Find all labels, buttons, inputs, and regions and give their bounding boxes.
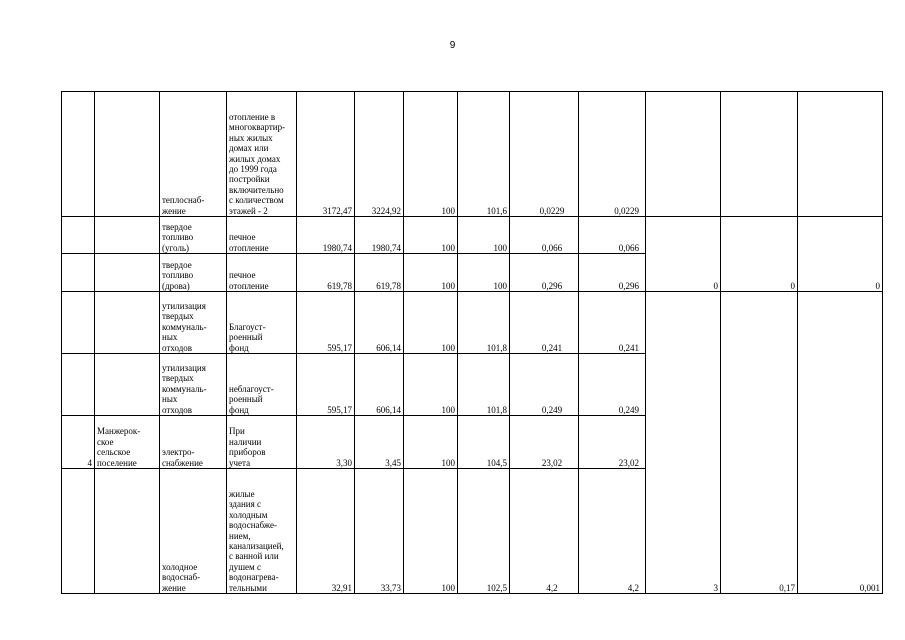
summary-2-b: 0,17 xyxy=(721,292,798,594)
description-cell xyxy=(227,217,297,254)
cell-line: утилизация xyxy=(162,300,206,311)
description-cell xyxy=(227,292,297,354)
value-cell-v2: 1980,74 xyxy=(355,217,404,254)
settlement-cell xyxy=(95,292,160,354)
summary-2-c: 0,001 xyxy=(798,292,883,594)
value-cell-v4: 101,8 xyxy=(458,292,510,354)
cell-line: теплоснаб- xyxy=(162,195,205,206)
cell-line: канализацией, xyxy=(229,540,284,551)
cell-line: сельское xyxy=(97,447,131,458)
table-row xyxy=(62,92,883,217)
value-cell-v1: 3172,47 xyxy=(297,92,355,217)
cell-line: фонд xyxy=(229,404,249,415)
value-cell-v1: 595,17 xyxy=(297,354,355,416)
value-cell-v1: 595,17 xyxy=(297,292,355,354)
cell-line: твердых xyxy=(162,373,194,384)
cell-line: При xyxy=(229,426,245,437)
value-cell-v4: 101,8 xyxy=(458,354,510,416)
value-cell-v3: 100 xyxy=(404,217,458,254)
value-cell-v1: 1980,74 xyxy=(297,217,355,254)
row-number-cell xyxy=(62,92,95,217)
service-cell xyxy=(160,292,227,354)
value-cell-v3: 100 xyxy=(404,92,458,217)
value-cell-v4: 100 xyxy=(458,217,510,254)
summary-empty-cell xyxy=(646,92,721,217)
cell-line: отопление xyxy=(229,280,269,291)
cell-line: отходов xyxy=(162,342,193,353)
cell-line: многоквартир- xyxy=(229,122,286,133)
service-cell xyxy=(160,469,227,594)
cell-line: наличии xyxy=(229,436,262,447)
value-cell-v4: 100 xyxy=(458,254,510,292)
cell-line: электро- xyxy=(162,447,195,458)
cell-line: ское xyxy=(97,436,114,447)
value-cell-v4: 104,5 xyxy=(458,416,510,469)
cell-line: отопление в xyxy=(229,111,276,122)
cell-line: снабжение xyxy=(162,457,203,468)
value-cell-v2: 33,73 xyxy=(355,469,404,594)
cell-line: домах или xyxy=(229,143,269,154)
cell-line: холодным xyxy=(229,509,268,520)
cell-line: топливо xyxy=(162,232,194,243)
cell-line: душем с xyxy=(229,561,261,572)
tariff-table xyxy=(61,91,883,594)
table-row xyxy=(62,217,883,254)
cell-line: холодное xyxy=(162,561,198,572)
value-cell-v6: 0,0229 xyxy=(579,92,646,217)
value-cell-v5: 23,02 xyxy=(510,416,579,469)
cell-line: Благоуст- xyxy=(229,321,266,332)
cell-line: Манжерок- xyxy=(97,426,141,437)
description-cell xyxy=(227,92,297,217)
cell-line: тельными xyxy=(229,582,267,593)
cell-line: учета xyxy=(229,457,251,468)
settlement-cell xyxy=(95,416,160,469)
value-cell-v5: 0,249 xyxy=(510,354,579,416)
cell-line: здания с xyxy=(229,499,261,510)
value-cell-v4: 102,5 xyxy=(458,469,510,594)
cell-line: с количеством xyxy=(229,195,284,206)
summary-2-a: 3 xyxy=(646,292,721,594)
cell-line: неблагоуст- xyxy=(229,383,274,394)
cell-line: приборов xyxy=(229,447,266,458)
cell-line: этажей - 2 xyxy=(229,205,268,216)
cell-line: включительно xyxy=(229,184,284,195)
value-cell-v3: 100 xyxy=(404,354,458,416)
value-cell-v5: 0,296 xyxy=(510,254,579,292)
service-cell xyxy=(160,254,227,292)
value-cell-v2: 3,45 xyxy=(355,416,404,469)
row-number-cell xyxy=(62,292,95,354)
cell-line: жилых домах xyxy=(229,153,281,164)
cell-line: отопление xyxy=(229,242,269,253)
value-cell-v5: 4,2 xyxy=(510,469,579,594)
value-cell-v5: 0,066 xyxy=(510,217,579,254)
row-number-cell xyxy=(62,354,95,416)
value-cell-v5: 0,241 xyxy=(510,292,579,354)
description-cell xyxy=(227,254,297,292)
service-cell xyxy=(160,217,227,254)
cell-line: ных xyxy=(162,394,178,405)
summary-1-a: 0 xyxy=(646,217,721,292)
value-cell-v4: 101,6 xyxy=(458,92,510,217)
value-cell-v2: 606,14 xyxy=(355,292,404,354)
cell-line: фонд xyxy=(229,342,249,353)
settlement-cell xyxy=(95,354,160,416)
cell-line: коммуналь- xyxy=(162,321,207,332)
cell-line: жение xyxy=(162,582,186,593)
value-cell-v1: 619,78 xyxy=(297,254,355,292)
value-cell-v1: 32,91 xyxy=(297,469,355,594)
row-number-cell xyxy=(62,217,95,254)
cell-line: водонагрева- xyxy=(229,572,279,583)
value-cell-v3: 100 xyxy=(404,469,458,594)
value-cell-v6: 4,2 xyxy=(579,469,646,594)
cell-line: роенный xyxy=(229,394,263,405)
row-number-cell xyxy=(62,254,95,292)
cell-line: до 1999 года xyxy=(229,163,277,174)
value-cell-v5: 0,0229 xyxy=(510,92,579,217)
cell-line: печное xyxy=(229,270,256,281)
cell-line: (уголь) xyxy=(162,242,189,253)
service-cell xyxy=(160,416,227,469)
description-cell xyxy=(227,416,297,469)
cell-line: ных жилых xyxy=(229,132,273,143)
cell-line: поселение xyxy=(97,457,137,468)
value-cell-v6: 0,066 xyxy=(579,217,646,254)
cell-line: топливо xyxy=(162,270,194,281)
row-number-cell xyxy=(62,469,95,594)
settlement-cell xyxy=(95,217,160,254)
cell-line: жение xyxy=(162,205,186,216)
cell-line: ных xyxy=(162,332,178,343)
cell-line: твердое xyxy=(162,221,192,232)
cell-line: отходов xyxy=(162,404,193,415)
settlement-cell xyxy=(95,469,160,594)
cell-line: постройки xyxy=(229,174,270,185)
cell-line: нием, xyxy=(229,530,251,541)
cell-line: печное xyxy=(229,232,256,243)
settlement-cell xyxy=(95,92,160,217)
cell-line: (дрова) xyxy=(162,280,190,291)
value-cell-v6: 0,296 xyxy=(579,254,646,292)
description-cell xyxy=(227,354,297,416)
value-cell-v3: 100 xyxy=(404,416,458,469)
cell-line: водоснаб- xyxy=(162,572,201,583)
value-cell-v6: 23,02 xyxy=(579,416,646,469)
service-cell xyxy=(160,354,227,416)
table-row xyxy=(62,292,883,354)
value-cell-v6: 0,249 xyxy=(579,354,646,416)
summary-empty-cell xyxy=(798,92,883,217)
summary-empty-cell xyxy=(721,92,798,217)
page-number: 9 xyxy=(449,40,456,51)
value-cell-v6: 0,241 xyxy=(579,292,646,354)
value-cell-v1: 3,30 xyxy=(297,416,355,469)
cell-line: водоснабже- xyxy=(229,520,277,531)
row-number-cell: 4 xyxy=(62,416,95,469)
cell-line: твердое xyxy=(162,259,192,270)
value-cell-v3: 100 xyxy=(404,254,458,292)
cell-line: твердых xyxy=(162,311,194,322)
summary-1-b: 0 xyxy=(721,217,798,292)
summary-1-c: 0 xyxy=(798,217,883,292)
value-cell-v2: 606,14 xyxy=(355,354,404,416)
cell-line: утилизация xyxy=(162,362,206,373)
cell-line: с ванной или xyxy=(229,551,279,562)
value-cell-v3: 100 xyxy=(404,292,458,354)
description-cell xyxy=(227,469,297,594)
cell-line: жилые xyxy=(229,488,255,499)
value-cell-v2: 619,78 xyxy=(355,254,404,292)
value-cell-v2: 3224,92 xyxy=(355,92,404,217)
settlement-cell xyxy=(95,254,160,292)
cell-line: коммуналь- xyxy=(162,383,207,394)
cell-line: роенный xyxy=(229,332,263,343)
service-cell xyxy=(160,92,227,217)
